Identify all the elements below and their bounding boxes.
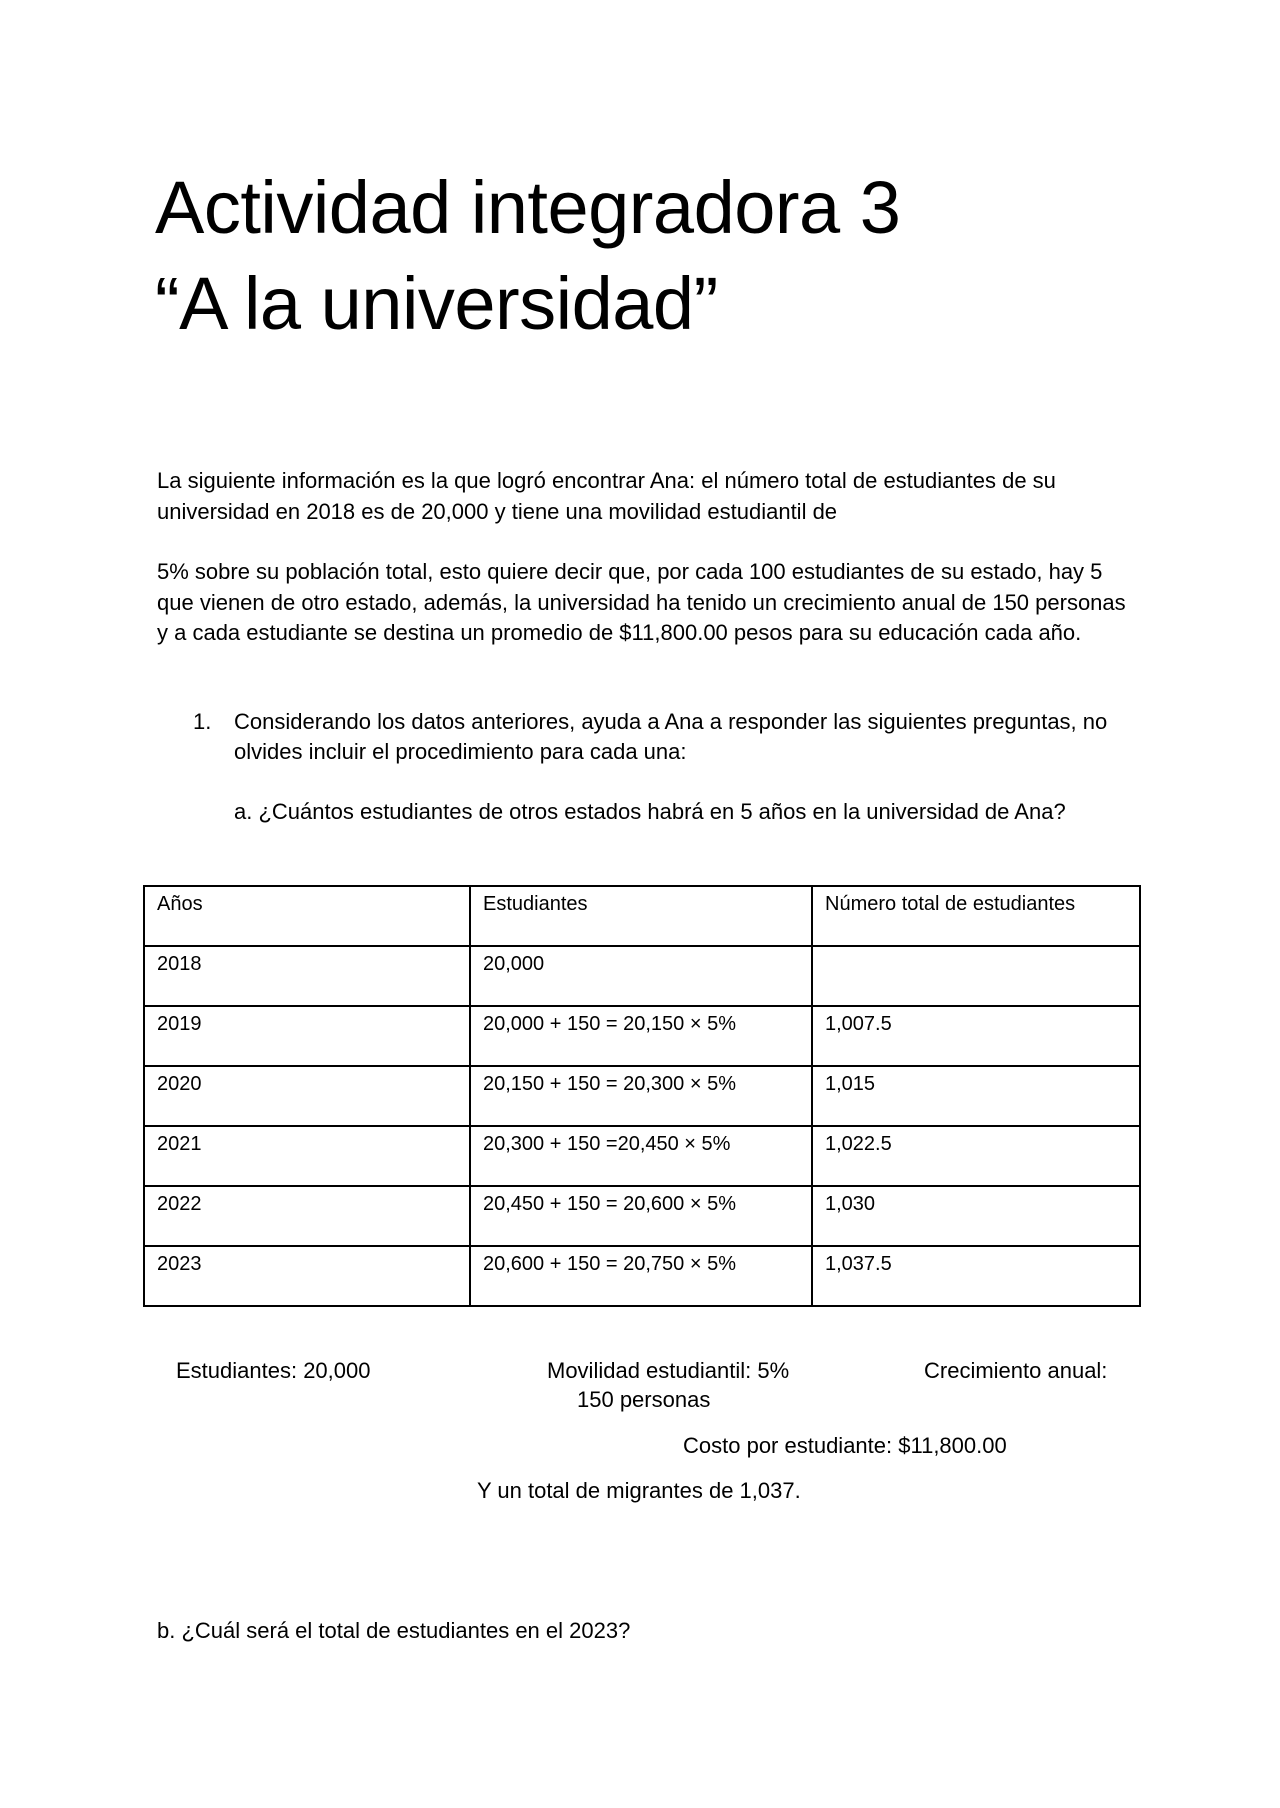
- table-cell: 20,300 + 150 =20,450 × 5%: [470, 1126, 812, 1186]
- header-cell: Años: [144, 886, 470, 946]
- table-cell: 20,150 + 150 = 20,300 × 5%: [470, 1066, 812, 1126]
- students-table: [143, 885, 1141, 1307]
- table-cell: 1,037.5: [812, 1246, 1140, 1306]
- table-cell: 2021: [144, 1126, 470, 1186]
- table-row: [144, 1186, 1140, 1246]
- title-line-2: “A la universidad”: [155, 262, 718, 345]
- table-cell: 2020: [144, 1066, 470, 1126]
- summary-mobility: Movilidad estudiantil: 5%: [547, 1358, 790, 1383]
- summary-students: Estudiantes: 20,000: [176, 1358, 371, 1383]
- table-cell: 20,450 + 150 = 20,600 × 5%: [470, 1186, 812, 1246]
- table-cell: 1,007.5: [812, 1006, 1140, 1066]
- header-cell: Estudiantes: [470, 886, 812, 946]
- intro-paragraph: La siguiente información es la que logró encontrar Ana: el número total de estudiantes de su universidad en 2018 es de 20,000 y tiene una movilidad estudiantil de: [157, 468, 1056, 524]
- table-row: [144, 1006, 1140, 1066]
- summary-cost: Costo por estudiante: $11,800.00: [683, 1433, 1007, 1458]
- table-cell: 20,600 + 150 = 20,750 × 5%: [470, 1246, 812, 1306]
- table-cell: 20,000 + 150 = 20,150 × 5%: [470, 1006, 812, 1066]
- summary-total-migrants: Y un total de migrantes de 1,037.: [477, 1478, 801, 1503]
- data-paragraph: 5% sobre su población total, esto quiere decir que, por cada 100 estudiantes de su estado, hay 5 que vienen de otro estado, además, la universidad ha tenido un crecimiento anual de 150 personas y a cada estudiante se destina un promedio de $11,800.00 pesos para su educación cada año.: [157, 559, 1126, 645]
- table-header-row: [144, 886, 1140, 946]
- table-cell: 2023: [144, 1246, 470, 1306]
- table-cell: 1,015: [812, 1066, 1140, 1126]
- table-cell: 2018: [144, 946, 470, 1006]
- table-row: [144, 946, 1140, 1006]
- table-row: [144, 1246, 1140, 1306]
- table-cell: [812, 946, 1140, 1006]
- table-row: [144, 1126, 1140, 1186]
- question-1-text: Considerando los datos anteriores, ayuda a Ana a responder las siguientes preguntas, no olvides incluir el procedimiento para cada una:: [234, 709, 1108, 764]
- summary-growth-value: 150 personas: [577, 1387, 711, 1412]
- table-row: [144, 1066, 1140, 1126]
- question-a: a. ¿Cuántos estudiantes de otros estados habrá en 5 años en la universidad de Ana?: [234, 799, 1066, 824]
- table-cell: 20,000: [470, 946, 812, 1006]
- question-number: 1.: [193, 709, 212, 734]
- question-b: b. ¿Cuál será el total de estudiantes en el 2023?: [157, 1618, 631, 1643]
- table-cell: 2022: [144, 1186, 470, 1246]
- page-title: [155, 160, 900, 352]
- table-cell: 2019: [144, 1006, 470, 1066]
- header-cell: Número total de estudiantes: [812, 886, 1140, 946]
- table-cell: 1,030: [812, 1186, 1140, 1246]
- title-line-1: Actividad integradora 3: [155, 166, 901, 249]
- summary-growth-label: Crecimiento anual:: [924, 1358, 1108, 1383]
- table-cell: 1,022.5: [812, 1126, 1140, 1186]
